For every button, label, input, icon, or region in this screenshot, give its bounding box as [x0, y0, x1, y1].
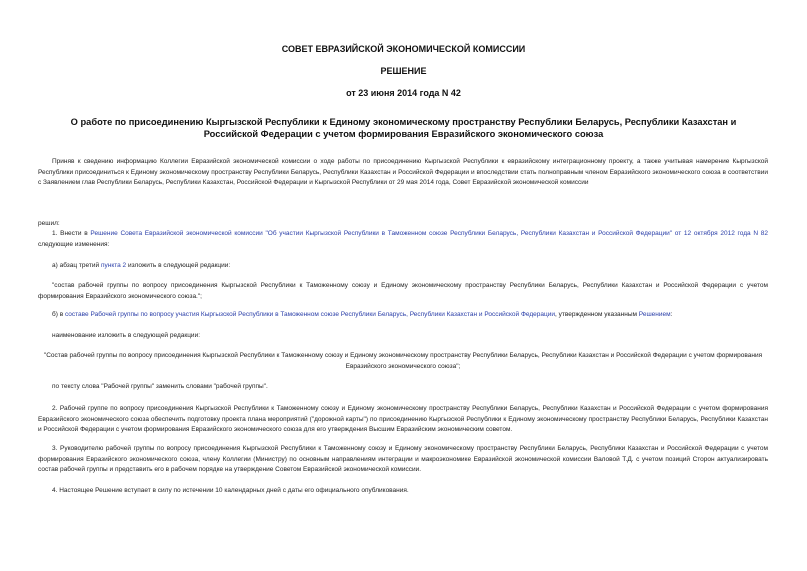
working-group-composition-link[interactable]: составе Рабочей группы по вопросу участия Кыргызской Республики в Таможенном союзе Республики Беларусь, Республики Казахстан и Российской Федерации — [64, 311, 556, 318]
item-1b-suffix: : — [670, 311, 673, 318]
doc-type-heading: РЕШЕНИЕ — [380, 66, 427, 76]
item-1-suffix: следующие изменения: — [38, 240, 110, 248]
quote-2-paragraph: "Состав рабочей группы по вопросу присоединения Кыргызской Республики к Таможенному союзу и Единому экономическому пространству Республики Беларусь, Республики Казахстан и Российской Федерации с учетом формирования Евразийского экономического союза"; — [43, 352, 763, 370]
date-number-heading: от 23 июня 2014 года N 42 — [346, 88, 461, 98]
item-3-paragraph: 3. Руководителю рабочей группы по вопросу присоединения Кыргызской Республики к Таможенному союзу и Единому экономическому пространству Республики Беларусь, Республики Казахстан и Российской Федерации с учетом формирования Евразийского экономического союза, члену Коллегии (Министру) по основным направлениям интеграции и макроэкономике Евразийской экономической комиссии Валовой Т.Д. с учетом позиций Сторон актуализировать состав рабочей группы и представить его в рабочем порядке на утверждение Советом Евразийской экономической комиссии. — [38, 445, 768, 473]
point-2-link[interactable]: пункта 2 — [100, 262, 127, 269]
decided-label: решил: — [38, 220, 60, 227]
item-1-prefix: 1. Внести в — [52, 230, 91, 237]
rename-paragraph: наименование изложить в следующей редакции: — [52, 332, 201, 339]
item-1b-prefix: б) в — [52, 311, 65, 318]
item-1a-paragraph — [38, 261, 768, 272]
item-1a-prefix: а) абзац третий — [52, 262, 101, 269]
decision-82-link[interactable]: Решение Совета Евразийской экономической комиссии "Об участии Кыргызской Республики в Таможенном союзе Республики Беларусь, Республики Казахстан и Российской Федерации" от 12 октября 2012 года N 82 — [90, 230, 768, 237]
quote-1-paragraph: "состав рабочей группы по вопросу присоединения Кыргызской Республики к Таможенному союзу и Единому экономическому пространству Республики Беларусь, Республики Казахстан и Российской Федерации с учетом формирования Евразийского экономического союза."; — [38, 282, 768, 300]
item-4-paragraph: 4. Настоящее Решение вступает в силу по истечении 10 календарных дней с даты его официального опубликования. — [52, 487, 409, 494]
replace-paragraph: по тексту слова "Рабочей группы" заменить словами "рабочей группы". — [52, 383, 268, 390]
org-heading: СОВЕТ ЕВРАЗИЙСКОЙ ЭКОНОМИЧЕСКОЙ КОМИССИИ — [281, 44, 526, 54]
intro-paragraph: Приняв к сведению информацию Коллегии Евразийской экономической комиссии о ходе работы по присоединению Кыргызской Республики к евразийскому интеграционному проекту, а также учитывая намерение Кыргызской Республики присоединиться к Единому экономическому пространству Республики Беларусь, Республики Казахстан и Российской Федерации и впоследствии стать полноправным членом Евразийского экономического союза в соответствии с Заявлением глав Республики Беларусь, Республики Казахстан, Российской Федерации и Кыргызской Республики от 29 мая 2014 года, Совет Евразийской экономической комиссии — [38, 158, 768, 186]
decision-link[interactable]: Решением — [638, 311, 671, 318]
item-1b-paragraph — [38, 310, 768, 321]
item-2-paragraph: 2. Рабочей группе по вопросу присоединения Кыргызской Республики к Таможенному союзу и Единому экономическому пространству Республики Беларусь, Республики Казахстан и Российской Федерации с учетом формирования Евразийского экономического союза обеспечить подготовку проекта плана мероприятий ("дорожной карты") по присоединению Кыргызской Республики к Единому экономическому пространству Республики Беларусь, Республики Казахстан и Российской Федерации с учетом формирования Евразийского экономического союза для его утверждения Высшим Евразийским экономическим советом. — [38, 405, 768, 433]
item-1b-middle: , утвержденном указанным — [555, 311, 639, 318]
item-1a-suffix: изложить в следующей редакции: — [126, 262, 231, 269]
document-title: О работе по присоединению Кыргызской Республики к Единому экономическому пространству Республики Беларусь, Республики Казахстан и Российской Федерации с учетом формирования Евразийского экономического союза — [70, 117, 737, 139]
item-1-paragraph — [38, 229, 768, 250]
